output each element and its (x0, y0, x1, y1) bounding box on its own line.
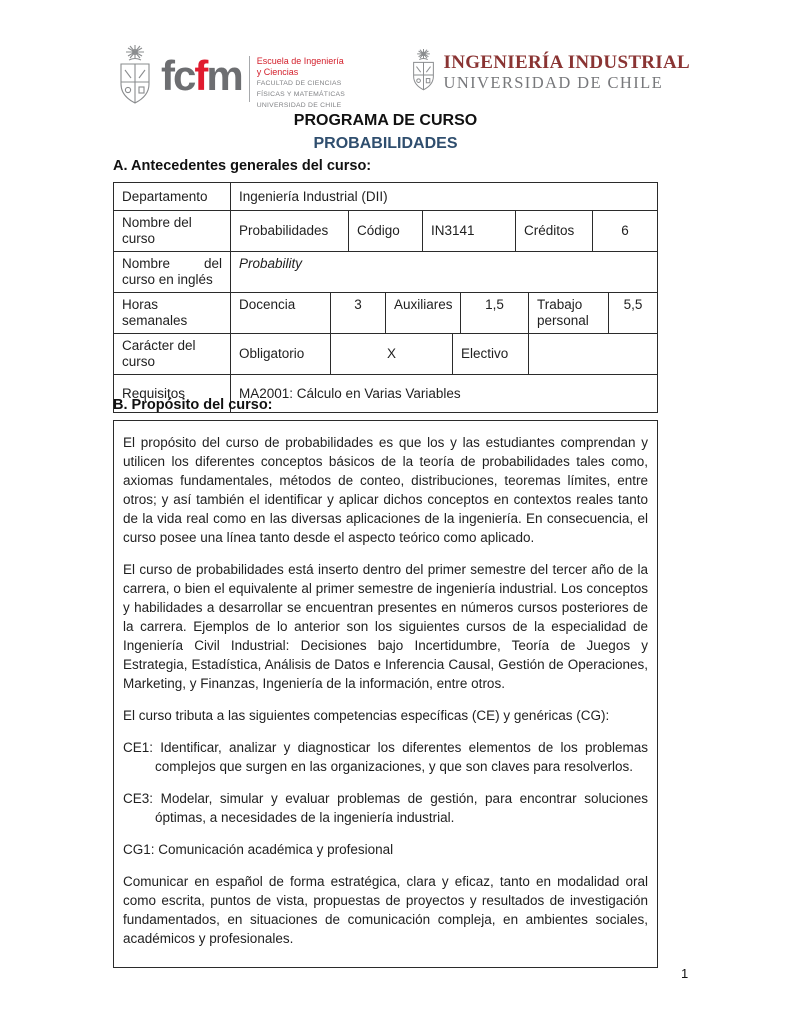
page-title: PROGRAMA DE CURSO (293, 112, 478, 129)
table-row-nombre-curso (114, 211, 657, 252)
purpose-paragraph-2: El curso de probabilidades está inserto dentro del primer semestre del tercer año de la carrera, o bien el equivalente al primer semestre de ingeniería industrial. Los conceptos y habilidades a desarrollar se encuentran presentes en números cursos posteriores de la carrera. Ejemplos de lo anterior son los siguientes cursos de la especialidad de Ingeniería Civil Industrial: Decisiones bajo Incertidumbre, Teoría de Juegos y Estrategia, Estadística, Análisis de Datos e Inferencia Causal, Gestión de Operaciones, Marketing, y Finanzas, Ingeniería de la información, entre otros. (123, 562, 648, 691)
fcfm-letters-fc: fc (161, 52, 195, 99)
obligatorio-label: Obligatorio (231, 334, 331, 374)
fcfm-logo (113, 44, 345, 110)
purpose-paragraph-3: El curso tributa a las siguientes competencias específicas (CE) y genéricas (CG): (123, 708, 610, 723)
school-name-line1: Escuela de Ingeniería (256, 56, 344, 66)
school-name-line2: y Ciencias (256, 66, 299, 77)
competencia-ce3-text: Modelar, simular y evaluar problemas de gestión, para encontrar soluciones óptimas, a necesidades de la ingeniería industrial. (155, 791, 648, 825)
section-b-heading: B. Propósito del curso: (113, 397, 273, 413)
table-row-nombre-ingles (114, 252, 657, 293)
competencia-cg1-detail: Comunicar en español de forma estratégica, clara y eficaz, tanto en modalidad oral como escrita, puntos de vista, propuestas de proyectos y resultados de investigación fundamentados, en situaciones de comunicación compleja, en ambientes sociales, académicos y profesionales. (123, 874, 648, 946)
fcfm-letter-m: m (206, 52, 242, 99)
faculty-name-line1: FACULTAD DE CIENCIAS (256, 80, 342, 87)
creditos-label: Créditos (516, 211, 593, 251)
competencia-cg1-code: CG1: (123, 842, 155, 857)
trabajo-personal-label: Trabajo personal (529, 293, 609, 333)
departamento-label: Departamento (114, 183, 231, 210)
creditos-value: 6 (621, 223, 629, 238)
general-info-table (113, 182, 658, 413)
table-row-departamento (114, 183, 657, 211)
electivo-mark (529, 334, 657, 374)
page-subtitle: PROBABILIDADES (313, 135, 458, 152)
page-number: 1 (681, 966, 689, 981)
section-a-heading: A. Antecedentes generales del curso: (113, 158, 372, 174)
electivo-label: Electivo (453, 334, 529, 374)
competencia-ce3-code: CE3: (123, 791, 154, 806)
docencia-label: Docencia (231, 293, 331, 333)
university-name: UNIVERSIDAD DE CHILE (443, 72, 664, 92)
nombre-ingles-label: Nombre del curso en inglés (114, 252, 231, 292)
competencia-cg1 (123, 840, 648, 859)
nombre-ingles-value: Probability (239, 256, 303, 271)
codigo-value: IN3141 (423, 211, 516, 251)
requisitos-value: MA2001: Cálculo en Varias Variables (239, 385, 461, 401)
fcfm-wordmark (161, 52, 242, 100)
table-row-horas-semanales (114, 293, 657, 334)
title-block (113, 110, 658, 154)
competencia-ce1 (123, 738, 648, 776)
departamento-value: Ingeniería Industrial (DII) (239, 188, 388, 204)
purpose-paragraph-1: El propósito del curso de probabilidades es que los y las estudiantes comprendan y utilicen los diferentes conceptos básicos de la teoría de probabilidades tales como, axiomas fundamentales, métodos de conteo, distribuciones, teoremas límites, entre otros; y así también el identificar y aplicar dichos conceptos en contextos reales tanto de la vida real como en las diversas aplicaciones de la ingeniería. En consecuencia, el curso posee una línea tanto desde el aspecto teórico como aplicado. (123, 435, 648, 545)
competencia-ce1-text: Identificar, analizar y diagnosticar los diferentes elementos de los problemas complejos que surgen en las organizaciones, y que son claves para resolverlos. (155, 740, 648, 774)
document-header (113, 44, 690, 110)
codigo-label: Código (349, 211, 423, 251)
faculty-name-line2: FÍSICAS Y MATEMÁTICAS (256, 91, 346, 98)
docencia-value: 3 (331, 293, 386, 333)
horas-label: Horas semanales (114, 293, 231, 333)
logo-divider (249, 56, 250, 102)
competencia-ce1-code: CE1: (123, 740, 154, 755)
competencia-ce3 (123, 789, 648, 827)
department-name: INGENIERÍA INDUSTRIAL (443, 51, 690, 73)
fcfm-letter-f-red: f (194, 52, 207, 99)
purpose-box (113, 420, 658, 968)
uchile-crest-small-icon (408, 48, 439, 95)
obligatorio-mark: X (331, 334, 453, 374)
uchile-crest-icon (113, 44, 157, 110)
faculty-name-line3: UNIVERSIDAD DE CHILE (256, 102, 342, 109)
trabajo-personal-value: 5,5 (623, 297, 643, 312)
auxiliares-label: Auxiliares (386, 293, 461, 333)
nombre-curso-value: Probabilidades (231, 211, 349, 251)
caracter-label: Carácter del curso (114, 334, 231, 374)
fcfm-logo-text (257, 56, 345, 110)
competencia-cg1-text: Comunicación académica y profesional (158, 842, 394, 857)
nombre-curso-label: Nombre del curso (114, 211, 231, 251)
industrial-engineering-logo (408, 48, 691, 95)
requisitos-label: Requisitos (114, 375, 231, 412)
table-row-caracter-curso (114, 334, 657, 375)
industrial-engineering-logo-text (444, 52, 691, 92)
auxiliares-value: 1,5 (461, 293, 529, 333)
